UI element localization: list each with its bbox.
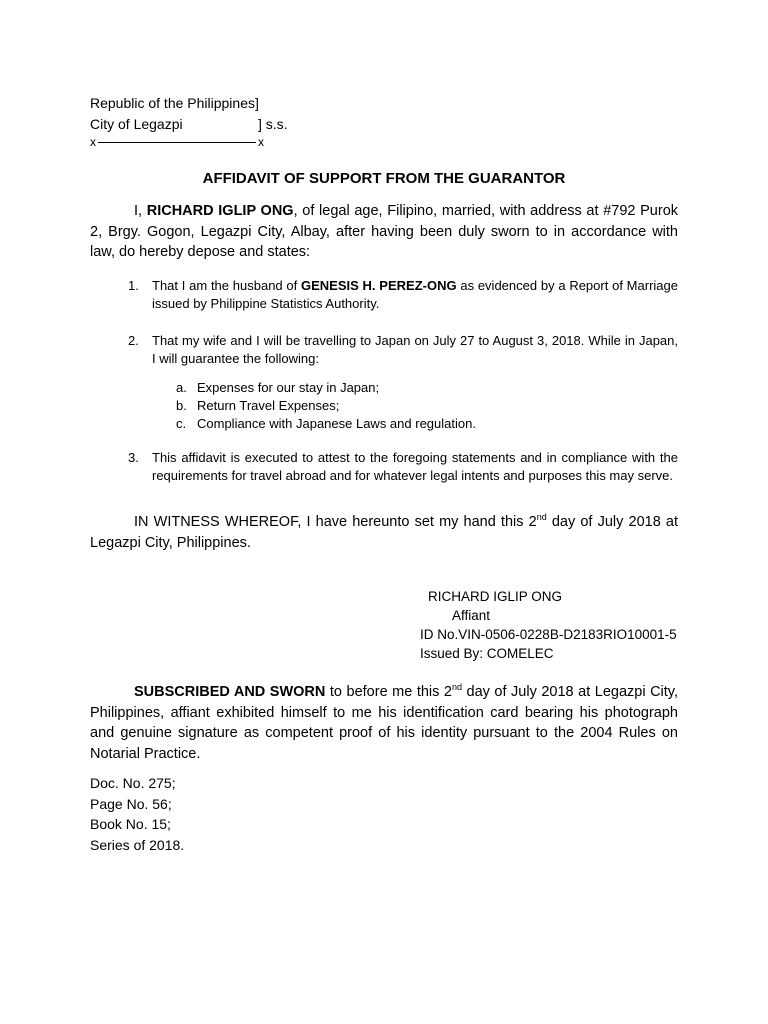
- venue-ss: ] s.s.: [258, 116, 288, 132]
- witness-paragraph: IN WITNESS WHEREOF, I have hereunto set my hand this 2nd day of July 2018 at Legazpi City, Philippines.: [90, 512, 678, 551]
- id-issuer: Issued By: COMELEC: [420, 646, 554, 661]
- item-number: 3.: [128, 450, 139, 465]
- spouse-name: GENESIS H. PEREZ-ONG: [301, 278, 457, 293]
- sublist-letter: c.: [176, 416, 187, 431]
- witness-ordinal-suffix: nd: [536, 512, 547, 523]
- item-number: 2.: [128, 333, 139, 348]
- book-number: Book No. 15;: [90, 816, 171, 832]
- sublist-text: Expenses for our stay in Japan;: [197, 380, 380, 395]
- item-text: This affidavit is executed to attest to the foregoing statements and in compliance with the requirements for travel abroad and for whatever legal intents and purposes this may serve.: [152, 450, 678, 483]
- item-text: That I am the husband of GENESIS H. PEREZ-ONG as evidenced by a Report of Marriage issued by Philippine Statistics Authority.: [152, 278, 678, 311]
- venue-city: City of Legazpi: [90, 116, 183, 132]
- series-year: Series of 2018.: [90, 836, 185, 853]
- venue-x-left: x: [90, 135, 96, 149]
- sublist-letter: b.: [176, 398, 187, 413]
- venue-x-line: [90, 135, 264, 149]
- sublist-text: Compliance with Japanese Laws and regulation.: [197, 416, 476, 431]
- document-title: AFFIDAVIT OF SUPPORT FROM THE GUARANTOR: [202, 170, 566, 187]
- page-number: Page No. 56;: [90, 795, 172, 812]
- jurat-heading: SUBSCRIBED AND SWORN: [134, 684, 326, 700]
- signature-block: [420, 587, 677, 663]
- item-number: 1.: [128, 278, 139, 293]
- affiant-name: RICHARD IGLIP ONG: [428, 589, 563, 604]
- intro-lead: I,: [134, 203, 147, 219]
- item-text: That my wife and I will be travelling to Japan on July 27 to August 3, 2018. While in Japan, I will guarantee the following:: [152, 333, 678, 366]
- affiant-id-number: ID No.VIN-0506-0228B-D2183RIO10001-5: [420, 627, 677, 642]
- sublist-text: Return Travel Expenses;: [197, 398, 340, 413]
- notarial-register-block: [90, 773, 184, 855]
- doc-number: Doc. No. 275;: [90, 775, 176, 791]
- jurat-ordinal-suffix: nd: [451, 682, 462, 693]
- venue-x-right: x: [258, 135, 264, 149]
- jurat-paragraph: SUBSCRIBED AND SWORN to before me this 2nd day of July 2018 at Legazpi City, Philippines, affiant exhibited himself to me his identification card bearing his photograph and genuine signature as competent proof of his identity pursuant to the 2004 Rules on Notarial Practice.: [90, 682, 678, 762]
- venue-rule: [98, 142, 256, 143]
- intro-rest: , of legal age, Filipino, married, with address at #792 Purok 2, Brgy. Gogon, Legazpi City, Albay, after having been duly sworn to in accordance with law, do hereby depose and states:: [90, 203, 679, 260]
- sublist-letter: a.: [176, 380, 187, 395]
- venue-block: [90, 93, 288, 149]
- intro-affiant-name: RICHARD IGLIP ONG: [146, 203, 294, 219]
- affiant-role: Affiant: [452, 608, 491, 623]
- venue-republic: Republic of the Philippines]: [90, 95, 259, 111]
- intro-paragraph: [90, 201, 678, 263]
